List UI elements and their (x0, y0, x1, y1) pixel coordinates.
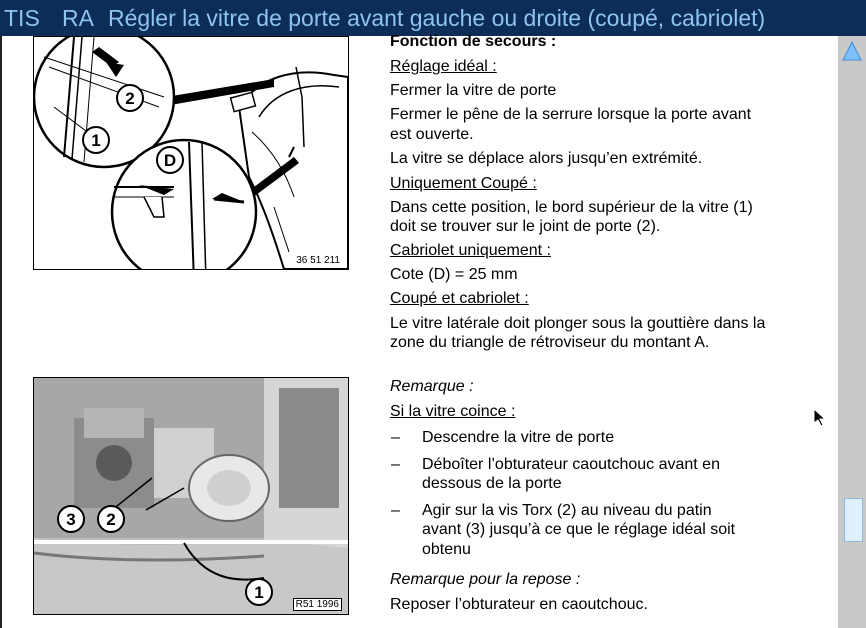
door-window-illustration (34, 37, 348, 269)
vertical-scrollbar[interactable] (838, 36, 866, 628)
text-window-moves: La vitre se déplace alors jusqu’en extrémité. (390, 150, 703, 167)
text-coupe-cabrio-line1: Le vitre latérale doit plonger sous la gouttière dans la (390, 315, 766, 332)
mouse-cursor-icon (814, 409, 826, 427)
module-code: RA (62, 5, 94, 31)
label-coupe-cabrio: Coupé et cabriolet : (390, 290, 529, 307)
figure-torx-adjustment-photo (33, 377, 349, 615)
text-close-window: Fermer la vitre de porte (390, 82, 557, 99)
app-code: TIS (4, 5, 40, 31)
text-coupe-line1: Dans cette position, le bord supérieur de la vitre (1) (390, 199, 753, 216)
label-coupe-only: Uniquement Coupé : (390, 175, 537, 192)
text-close-latch-line2: est ouverte. (390, 126, 474, 143)
figure-number: R51 1996 (293, 598, 342, 611)
text-coupe-cabrio-line2: zone du triangle de rétroviseur du montant A. (390, 334, 710, 351)
step-2-dash: – (391, 456, 400, 473)
label-cabrio-only: Cabriolet uniquement : (390, 242, 551, 259)
text-cabrio-dimension: Cote (D) = 25 mm (390, 266, 518, 283)
step-3-line2: avant (3) jusqu’à ce que le réglage idéal soit (422, 521, 736, 538)
heading-emergency-function: Fonction de secours : (390, 33, 557, 50)
step-2-line2: dessous de la porte (422, 475, 562, 492)
label-ideal-setting: Réglage idéal : (390, 58, 497, 75)
scrollbar-thumb[interactable] (844, 498, 863, 542)
step-2-line1: Déboîter l’obturateur caoutchouc avant en (422, 456, 720, 473)
step-1-line1: Descendre la vitre de porte (422, 429, 615, 446)
figure-number: 36 51 211 (296, 255, 340, 266)
callout-3: 3 (66, 510, 76, 529)
scroll-up-arrow-icon[interactable] (842, 40, 862, 62)
step-3-line3: obtenu (422, 541, 471, 558)
document-title: Régler la vitre de porte avant gauche ou droite (coupé, cabriolet) (108, 5, 766, 31)
callout-D: D (163, 151, 177, 170)
content-left-border (0, 36, 2, 628)
title-bar (0, 0, 866, 36)
callout-1: 1 (91, 131, 101, 150)
label-refit-note: Remarque pour la repose : (390, 571, 581, 588)
callout-2: 2 (106, 510, 116, 529)
callout-1: 1 (254, 583, 264, 602)
figure-door-window-adjust (33, 36, 349, 270)
callout-2: 2 (125, 89, 135, 108)
text-refit: Reposer l’obturateur en caoutchouc. (390, 596, 648, 613)
step-3-dash: – (391, 502, 400, 519)
torx-adjustment-photo (34, 378, 348, 614)
label-if-window-jams: Si la vitre coince : (390, 403, 516, 420)
label-note: Remarque : (390, 378, 474, 395)
text-close-latch-line1: Fermer le pêne de la serrure lorsque la porte avant (390, 106, 752, 123)
text-coupe-line2: doit se trouver sur le joint de porte (2). (390, 218, 661, 235)
step-1-dash: – (391, 429, 400, 446)
step-3-line1: Agir sur la vis Torx (2) au niveau du patin (422, 502, 712, 519)
